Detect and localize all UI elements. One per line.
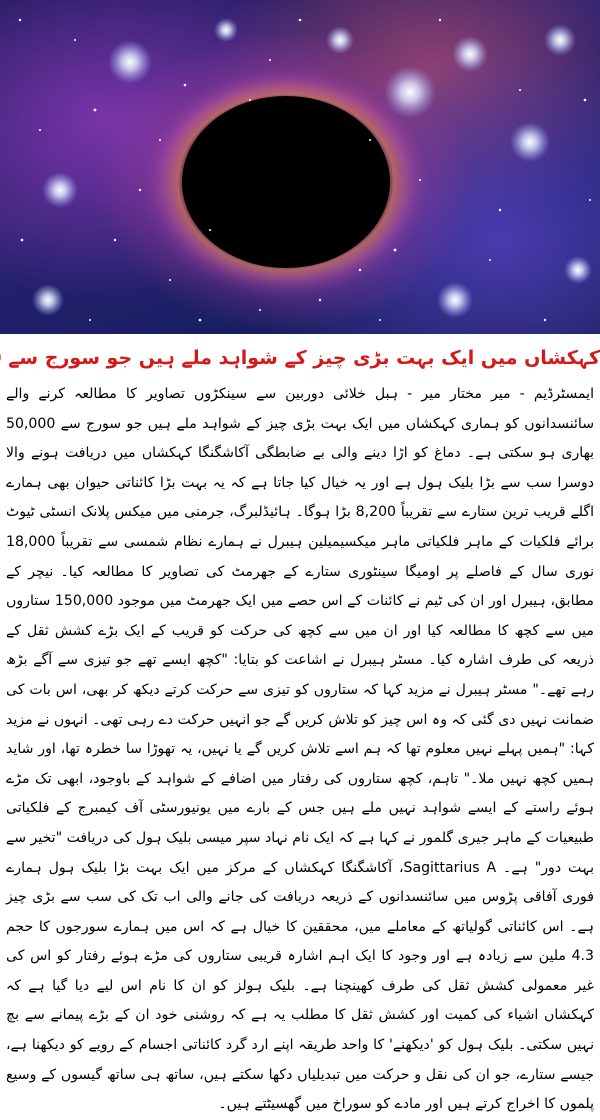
starfield bbox=[0, 0, 600, 334]
headline: کہکشاں میں ایک بہت بڑی چیز کے شواہد ملے ہیں جو سورج سے bbox=[8, 347, 600, 369]
black-hole-image bbox=[0, 0, 600, 334]
black-hole bbox=[182, 96, 390, 268]
article-body: ایمسٹرڈیم - میر مختار میر - ہبل خلائی دوربین سے سینکڑوں تصاویر کا مطالعہ کرنے والے سائنسدانوں کو ہماری کہکشاں میں ایک بہت بڑی چیز کے شواہد ملے ہیں جو سورج سے 50,000 بھاری ہو سکتی ہے۔ دماغ کو اڑا دینے والی بے ضابطگی آکاشگنگا کہکشاں میں دریافت ہونے والا دوسرا سب سے بڑا بلیک ہول ہے اور یہ خیال کیا جاتا ہے کہ یہ بہت بڑا کائناتی حیوان بھی ہمارے اگلے قریب ترین ستارے سے تقریباً 8,200 بڑا ہوگا۔ ہائیڈلبرگ، جرمنی میں میکس پلانک انسٹی ٹیوٹ برائے فلکیات کے ماہر فلکیاتی ماہر میکسیمیلین ہیبرل نے ہمارے نظام شمسی سے تقریباً 18,000 نوری سال کے فاصلے پر اومیگا سینٹوری ستارے کے جھرمٹ کی تصاویر کا مطالعہ کیا۔ نیچر کے مطابق، ہیبرل اور ان کی ٹیم نے کائنات کے اس حصے میں ایک جھرمٹ میں موجود 150,000 ستاروں میں سے کچھ کا مطالعہ کیا اور ان میں سے کچھ کی حرکت کو قریب کے ایک بڑے کشش ثقل کے ذریعہ کی طرف اشارہ کیا۔ مسٹر ہیبرل نے اشاعت کو بتایا: "کچھ ایسے تھے جو تیزی سے آگے بڑھ رہے تھے۔" مسٹر ہیبرل نے مزید کہا کہ ستاروں کو تیزی سے حرکت کرتے دیکھ کر بھی، اس بات کی ضمانت نہیں دی گئی کہ وہ اس چیز کو تلاش کریں گے جو انہیں حرکت دے رہی تھی۔ انہوں نے مزید کہا: "ہمیں پہلے نہیں معلوم تھا کہ ہم اسے تلاش کریں گے یا نہیں، یہ تھوڑا سا خطرہ تھا، اور شاید ہمیں کچھ نہیں ملا۔" تاہم، کچھ ستاروں کی رفتار میں اضافے کے شواہد کے باوجود، ابھی تک مڑے ہوئے راستے کے ایسے شواہد نہیں ملے ہیں جس کے بارے میں یونیورسٹی آف کیمبرج کے فلکیاتی طبیعیات کے ماہر جیری گلمور نے کہا ہے کہ ایک نام نہاد سپر میسی بلیک ہول کی دریافت "تخیر سے بہت دور" ہے۔ Sagittarius A، آکاشگنگا کہکشاں کے مرکز میں ایک بہت بڑا بلیک ہول ہمارے فوری آفاقی پڑوس میں سائنسدانوں کے ذریعہ دریافت کی جانے والی اب تک کی سب سے بڑی چیز ہے۔ اس کائناتی گولیاتھ کے معاملے میں، محققین کا خیال ہے کہ اس میں ہمارے سورجوں کا حجم 4.3 ملین سے زیادہ ہے اور وجود کا ایک اہم اشارہ قریبی ستاروں کی مڑے ہوئے رفتار کو اس کی غیر معمولی کشش ثقل کی طرف کھینچنا ہے۔ بلیک ہولز کو ان کا نام اس لیے دیا گیا ہے کہ کہکشاں اشیاء کی کمیت اور کشش ثقل کا مطلب یہ ہے کہ روشنی خود ان کے بڑے پیمانے سے بچ نہیں سکتی۔ بلیک ہول کو 'دیکھنے' کا واحد طریقہ اپنے ارد گرد کائناتی اجسام کے رویے کو دیکھنا ہے، جیسے ستارے، جو ان کی نقل و حرکت میں تبدیلیاں دکھا سکتے ہیں، ساتھ ہی ساتھ گیسوں کے وسیع پلموں کا اخراج کرتے ہیں اور مادے کو سوراخ میں گھسیٹتے ہیں۔ bbox=[6, 386, 594, 1113]
